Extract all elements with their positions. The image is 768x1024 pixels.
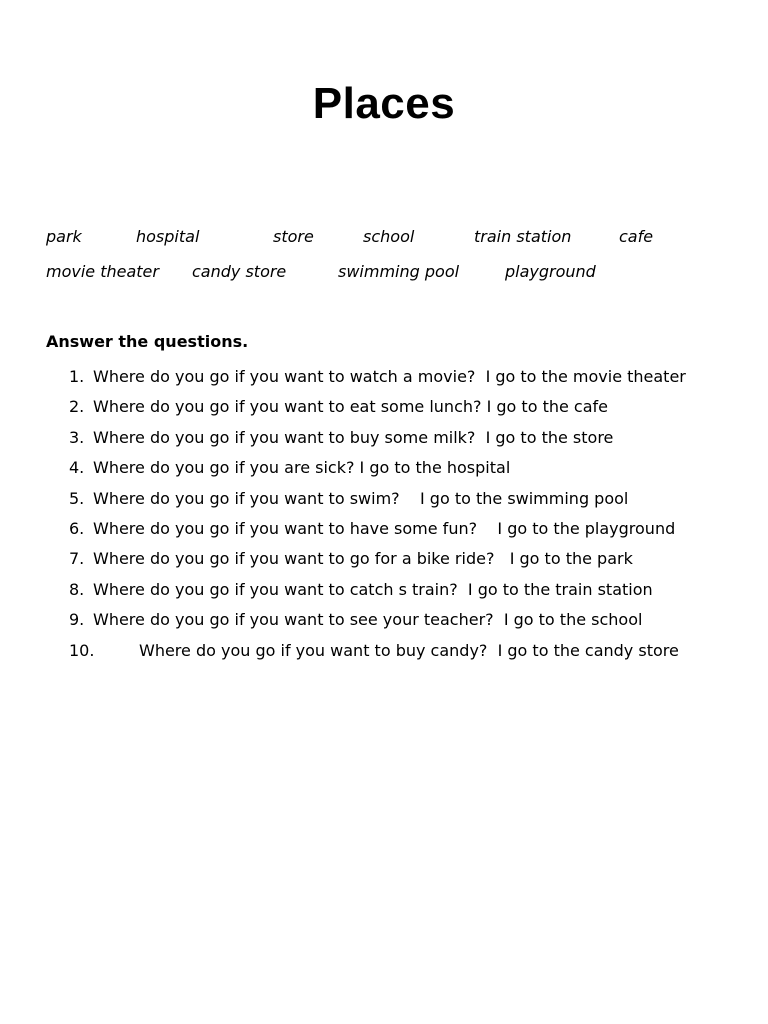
question-text: Where do you go if you want to watch a movie? I go to the movie theater	[93, 367, 686, 386]
question-text: Where do you go if you want to catch s train? I go to the train station	[93, 579, 653, 599]
question-item	[0, 549, 768, 579]
question-number: 8.	[69, 579, 85, 599]
question-number: 6.	[69, 518, 85, 538]
question-text: Where do you go if you want to buy some milk? I go to the store	[93, 427, 614, 447]
instructions-heading: Answer the questions.	[46, 332, 249, 351]
question-text: Where do you go if you want to see your teacher? I go to the school	[93, 610, 643, 630]
question-number: 3.	[69, 427, 85, 447]
question-item	[0, 367, 768, 397]
word-bank-item: cafe	[619, 227, 654, 246]
question-text: Where do you go if you are sick? I go to the hospital	[93, 458, 511, 478]
question-item	[0, 610, 768, 640]
question-item	[0, 397, 768, 427]
question-text: Where do you go if you want to buy candy? I go to the candy store	[139, 640, 679, 660]
question-number: 10.	[69, 640, 95, 660]
word-bank-item: store	[273, 227, 314, 246]
question-item	[0, 519, 768, 549]
word-bank-item: park	[46, 227, 82, 246]
word-bank-item: candy store	[192, 262, 287, 281]
word-bank-item: playground	[505, 262, 596, 281]
question-item	[0, 580, 768, 610]
question-number: 7.	[69, 549, 85, 569]
question-text: Where do you go if you want to go for a bike ride? I go to the park	[93, 549, 633, 569]
word-bank-item: hospital	[136, 227, 200, 246]
word-bank-item: train station	[474, 227, 572, 246]
question-item	[0, 428, 768, 458]
question-list	[0, 367, 768, 671]
page-title: Places	[312, 79, 456, 128]
question-item	[0, 489, 768, 519]
question-number: 2.	[69, 397, 85, 417]
word-bank-item: school	[363, 227, 415, 246]
word-bank-item: movie theater	[46, 262, 159, 281]
question-item	[0, 458, 768, 488]
word-bank-item: swimming pool	[338, 262, 460, 281]
question-text: Where do you go if you want to eat some lunch? I go to the cafe	[93, 397, 608, 417]
question-text: Where do you go if you want to have some fun? I go to the playground	[93, 518, 676, 538]
question-item	[0, 641, 768, 671]
question-number: 1.	[69, 367, 85, 386]
question-text: Where do you go if you want to swim? I go to the swimming pool	[93, 488, 629, 508]
question-number: 9.	[69, 610, 85, 630]
question-number: 5.	[69, 488, 85, 508]
question-number: 4.	[69, 458, 85, 478]
